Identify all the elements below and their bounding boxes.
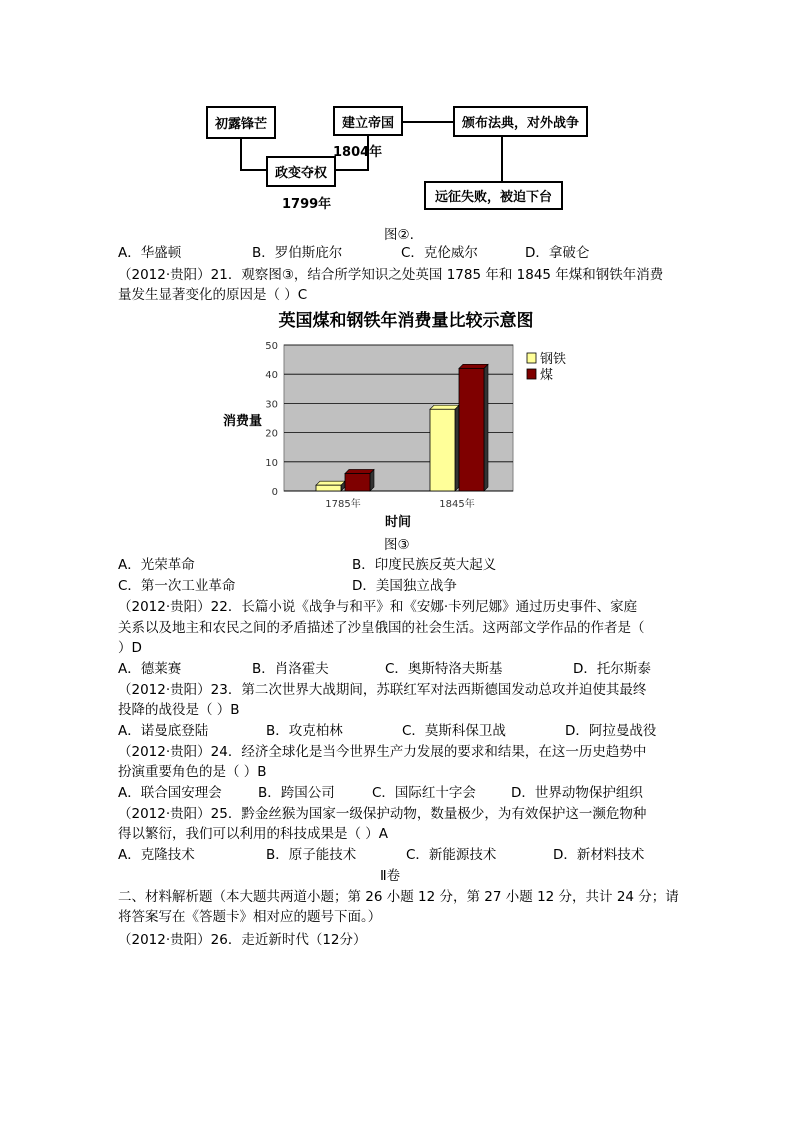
section-instructions: 二、材料解析题（本大题共两道小题；第 26 小题 12 分，第 27 小题 12 分，共计 24 分；请: [118, 889, 679, 905]
bar-top: [345, 469, 374, 473]
consumption-bar-chart: [200, 300, 600, 540]
connector: [240, 139, 242, 171]
bar-coal-1785年: [345, 473, 370, 491]
option-c: C．新能源技术: [406, 847, 497, 863]
option-d: D．世界动物保护组织: [511, 785, 643, 801]
y-tick-label: 20: [265, 428, 278, 440]
section-instructions-cont: 将答案写在《答题卡》相对应的题号下面。）: [118, 909, 382, 925]
option-a: A．德莱赛: [118, 661, 182, 677]
bar-top: [459, 364, 488, 368]
question-22-text-cont: ）D: [118, 640, 142, 656]
option-d: D．托尔斯泰: [573, 661, 651, 677]
legend-label: 煤: [540, 368, 554, 383]
option-c: C．莫斯科保卫战: [402, 723, 506, 739]
option-d: D．美国独立战争: [352, 578, 457, 594]
question-24-text: （2012·贵阳）24．经济全球化是当今世界生产力发展的要求和结果，在这一历史趋势中: [118, 744, 647, 760]
option-a: A．光荣革命: [118, 557, 195, 573]
flow-box-empire: 建立帝国: [333, 106, 403, 136]
option-c: C．国际红十字会: [372, 785, 476, 801]
question-22-text: （2012·贵阳）22．长篇小说《战争与和平》和《安娜·卡列尼娜》通过历史事件、家庭: [118, 599, 638, 615]
figure-2-caption: 图②.: [384, 227, 414, 243]
bar-top: [430, 405, 459, 409]
option-b: B．肖洛霍夫: [252, 661, 329, 677]
flow-box-code-war: 颁布法典，对外战争: [453, 106, 588, 137]
question-25-text-cont: 得以繁衍，我们可以利用的科技成果是（ ）A: [118, 826, 389, 842]
bar-steel-1845年: [430, 409, 455, 491]
connector: [334, 169, 369, 171]
chart-xlabel: 时间: [384, 515, 412, 530]
question-24-text-cont: 扮演重要角色的是（ ）B: [118, 764, 267, 780]
option-c: C．克伦威尔: [401, 245, 478, 261]
option-a: A．诺曼底登陆: [118, 723, 209, 739]
flow-box-debut: 初露锋芒: [206, 106, 276, 139]
question-21-text: （2012·贵阳）21．观察图③，结合所学知识之处英国 1785 年和 1845 年煤和钢铁年消费: [118, 267, 664, 283]
flow-box-coup: 政变夺权: [266, 156, 336, 187]
section-title: Ⅱ卷: [380, 868, 401, 884]
bar-side: [484, 364, 488, 491]
x-tick-label: 1845年: [439, 499, 475, 510]
bar-steel-1785年: [316, 485, 341, 491]
question-22-text-cont: 关系以及地主和农民之间的矛盾描述了沙皇俄国的社会生活。这两部文学作品的作者是（: [118, 620, 645, 636]
legend-swatch: [527, 353, 536, 363]
y-tick-label: 50: [265, 341, 278, 352]
connector: [403, 121, 453, 123]
bar-top: [316, 481, 345, 485]
figure-3-caption: 图③: [384, 537, 410, 553]
bar-coal-1845年: [459, 368, 484, 491]
option-d: D．新材料技术: [553, 847, 645, 863]
option-a: A．华盛顿: [118, 245, 182, 261]
option-b: B．原子能技术: [266, 847, 357, 863]
chart-ylabel: 消费量: [223, 414, 263, 429]
option-d: D．阿拉曼战役: [565, 723, 657, 739]
chart-plot: [265, 341, 513, 510]
connector: [501, 136, 503, 181]
option-a: A．联合国安理会: [118, 785, 222, 801]
question-26-title: （2012·贵阳）26．走近新时代（12分）: [118, 932, 367, 948]
chart-title: 英国煤和钢铁年消费量比较示意图: [278, 311, 534, 331]
y-tick-label: 0: [271, 487, 278, 498]
question-23-text: （2012·贵阳）23．第二次世界大战期间，苏联红军对法西斯德国发动总攻并迫使其最终: [118, 682, 647, 698]
y-tick-label: 30: [265, 399, 278, 411]
option-b: B．攻克柏林: [266, 723, 343, 739]
question-25-text: （2012·贵阳）25．黔金丝猴为国家一级保护动物，数量极少，为有效保护这一濒危物种: [118, 806, 647, 822]
connector: [240, 169, 266, 171]
flow-box-defeat: 远征失败，被迫下台: [424, 181, 563, 210]
option-c: C．第一次工业革命: [118, 578, 236, 594]
option-a: A．克隆技术: [118, 847, 195, 863]
question-21-text-cont: 量发生显著变化的原因是（ ）C: [118, 287, 308, 303]
x-tick-label: 1785年: [325, 499, 361, 510]
bar-side: [455, 405, 459, 491]
option-c: C．奥斯特洛夫斯基: [385, 661, 503, 677]
legend-swatch: [527, 369, 536, 379]
option-b: B．跨国公司: [258, 785, 335, 801]
year-1804: 1804年: [333, 145, 383, 160]
option-b: B．印度民族反英大起义: [352, 557, 497, 573]
question-23-text-cont: 投降的战役是（ ）B: [118, 702, 240, 718]
chart-legend: [527, 351, 566, 383]
y-tick-label: 40: [265, 370, 278, 382]
option-d: D．拿破仑: [525, 245, 590, 261]
y-tick-label: 10: [265, 457, 278, 469]
legend-label: 钢铁: [540, 352, 567, 367]
option-b: B．罗伯斯庇尔: [252, 245, 343, 261]
year-1799: 1799年: [282, 197, 332, 212]
